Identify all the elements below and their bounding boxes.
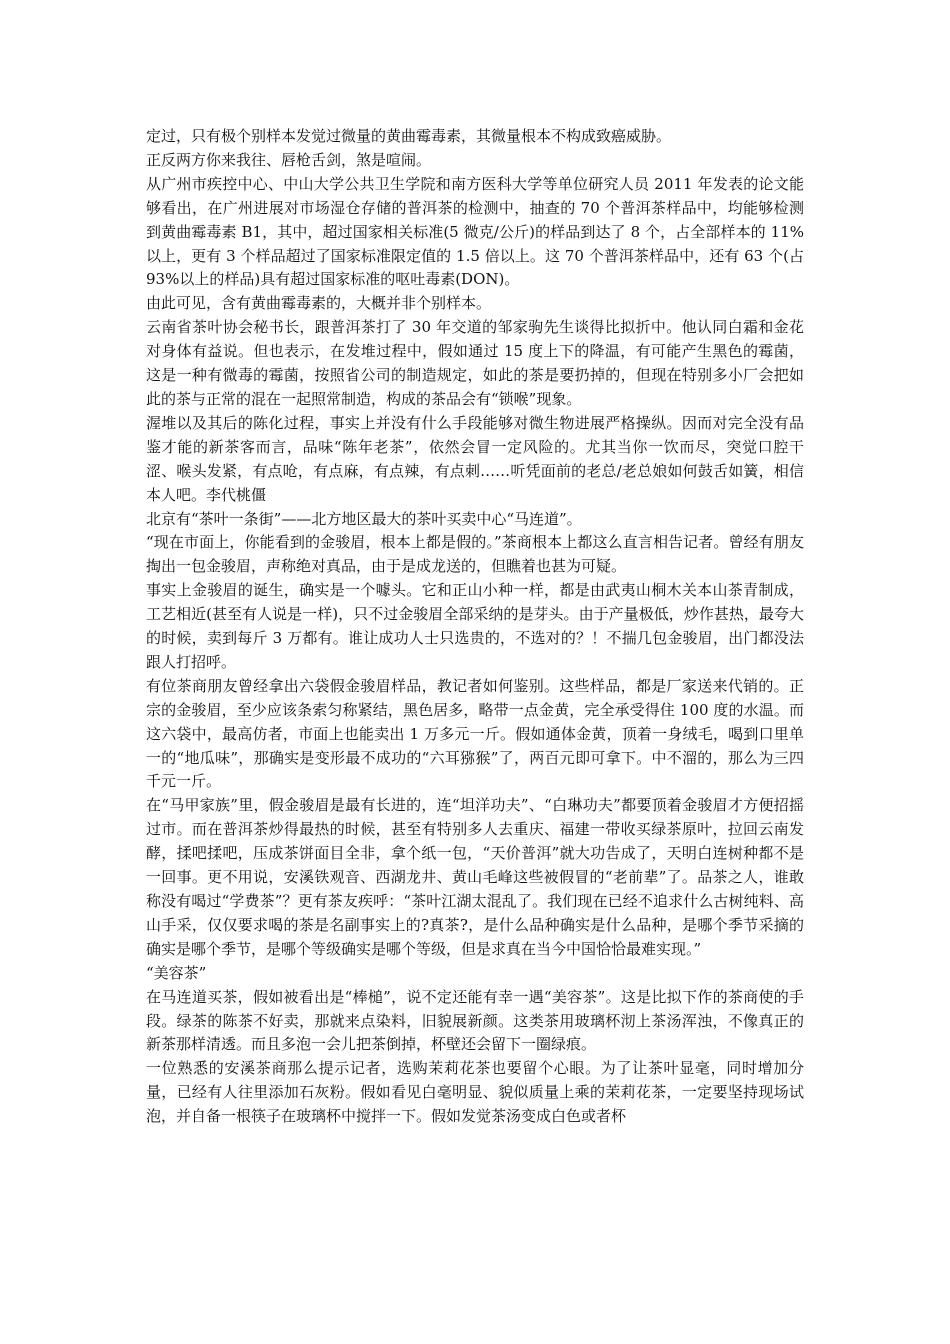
paragraph: 一位熟悉的安溪茶商那么提示记者，选购茉莉花茶也要留个心眼。为了让茶叶显毫，同时增加分量，已经有人往里添加石灰粉。假如看见白毫明显、貌似质量上乘的茉莉花茶，一定要坚持现场试泡，并自备一根筷子在玻璃杯中搅拌一下。假如发觉茶汤变成白色或者杯 — [146, 1059, 804, 1126]
paragraph: 北京有“茶叶一条街”——北方地区最大的茶叶买卖中心“马连道”。 — [146, 509, 582, 528]
paragraph: 由此可见，含有黄曲霉毒素的，大概并非个别样本。 — [146, 294, 492, 313]
paragraph: “现在市面上，你能看到的金骏眉，根本上都是假的。”茶商根本上都这么直言相告记者。曾经有朋友掏出一包金骏眉，声称绝对真品，由于是成龙送的，但瞧着也甚为可疑。 — [146, 533, 804, 576]
section-heading: “美容茶” — [146, 963, 207, 982]
paragraph: 正反两方你来我往、唇枪舌剑，煞是喧闹。 — [146, 150, 432, 169]
paragraph: 从广州市疾控中心、中山大学公共卫生学院和南方医科大学等单位研究人员 2011 年发表的论文能够看出，在广州进展对市场湿仓存储的普洱茶的检测中，抽查的 70 个普洱茶样品中，均能够检测到黄曲霉毒素 B1，其中，超过国家相关标准(5 微克/公斤)的样品到达了 8 个，占全部样本的 11%以上，更有 3 个样品超过了国家标准限定值的 1.5 倍以上。这 70 个普洱茶样品中，还有 63 个(占 93%以上的样品)具有超过国家标准的呕吐毒素(DON)。 — [146, 174, 804, 289]
paragraph: 定过，只有极个别样本发觉过微量的黄曲霉毒素，其微量根本不构成致癌威胁。 — [146, 127, 672, 145]
paragraph: 在“马甲家族”里，假金骏眉是最有长进的，连“坦洋功夫”、“白琳功夫”都要顶着金骏眉才方便招摇过市。而在普洱茶炒得最热的时候，甚至有特别多人去重庆、福建一带收买绿茶原叶，拉回云南发酵，揉吧揉吧，压成茶饼面目全非，拿个纸一包，“天价普洱”就大功告成了，天明白连树种都不是一回事。更不用说，安溪铁观音、西湖龙井、黄山毛峰这些被假冒的“老前辈”了。品茶之人，谁敢称没有喝过“学费茶”？更有茶友疾呼：“茶叶江湖太混乱了。我们现在已经不追求什么古树纯料、高山手采，仅仅要求喝的茶是名副事实上的?真茶?，是什么品种确实是什么品种，是哪个季节采摘的确实是哪个季节，是哪个等级确实是哪个等级，但是求真在当今中国恰恰最难实现。” — [146, 796, 804, 958]
paragraph: 在马连道买茶，假如被看出是“棒槌”，说不定还能有幸一遇“美容茶”。这是比拟下作的茶商使的手段。绿茶的陈茶不好卖，那就来点染料，旧貌展新颜。这类茶用玻璃杯沏上茶汤浑浊，不像真正的新茶那样清透。而且多泡一会儿把茶倒掉，杯壁还会留下一圈绿痕。 — [146, 987, 804, 1054]
paragraph: 云南省茶叶协会秘书长，跟普洱茶打了 30 年交道的邹家驹先生谈得比拟折中。他认同白霜和金花对身体有益说。但也表示，在发堆过程中，假如通过 15 度上下的降温，有可能产生黑色的霉菌，这是一种有微毒的霉菌，按照省公司的制造规定，如此的茶是要扔掉的，但现在特别多小厂会把如此的茶与正常的混在一起照常制造，构成的茶品会有“锁喉”现象。 — [146, 318, 804, 408]
paragraph: 事实上金骏眉的诞生，确实是一个噱头。它和正山小种一样，都是由武夷山桐木关本山茶青制成，工艺相近(甚至有人说是一样)，只不过金骏眉全部采纳的是芽头。由于产量极低，炒作甚热，最夸大的时候，卖到每斤 3 万都有。谁让成功人士只选贵的，不选对的？！不揣几包金骏眉，出门都没法跟人打招呼。 — [146, 581, 804, 671]
paragraph: 有位茶商朋友曾经拿出六袋假金骏眉样品，教记者如何鉴别。这些样品，都是厂家送来代销的。正宗的金骏眉，至少应该条索匀称紧结，黑色居多，略带一点金黄，完全承受得住 100 度的水温。而这六袋中，最高仿者，市面上也能卖出 1 万多元一斤。假如通体金黄，顶着一身绒毛，喝到口里单一的“地瓜味”，那确实是变形最不成功的“六耳猕猴”了，两百元即可拿下。中不溜的，那么为三四千元一斤。 — [146, 676, 804, 791]
paragraph: 渥堆以及其后的陈化过程，事实上并没有什么手段能够对微生物进展严格操纵。因而对完全没有品鉴才能的新茶客而言，品味“陈年老茶”，依然会冒一定风险的。尤其当你一饮而尽，突觉口腔干涩、喉头发紧，有点呛，有点麻，有点辣，有点刺……听凭面前的老总/老总娘如何鼓舌如簧，相信本人吧。李代桃僵 — [146, 413, 804, 504]
